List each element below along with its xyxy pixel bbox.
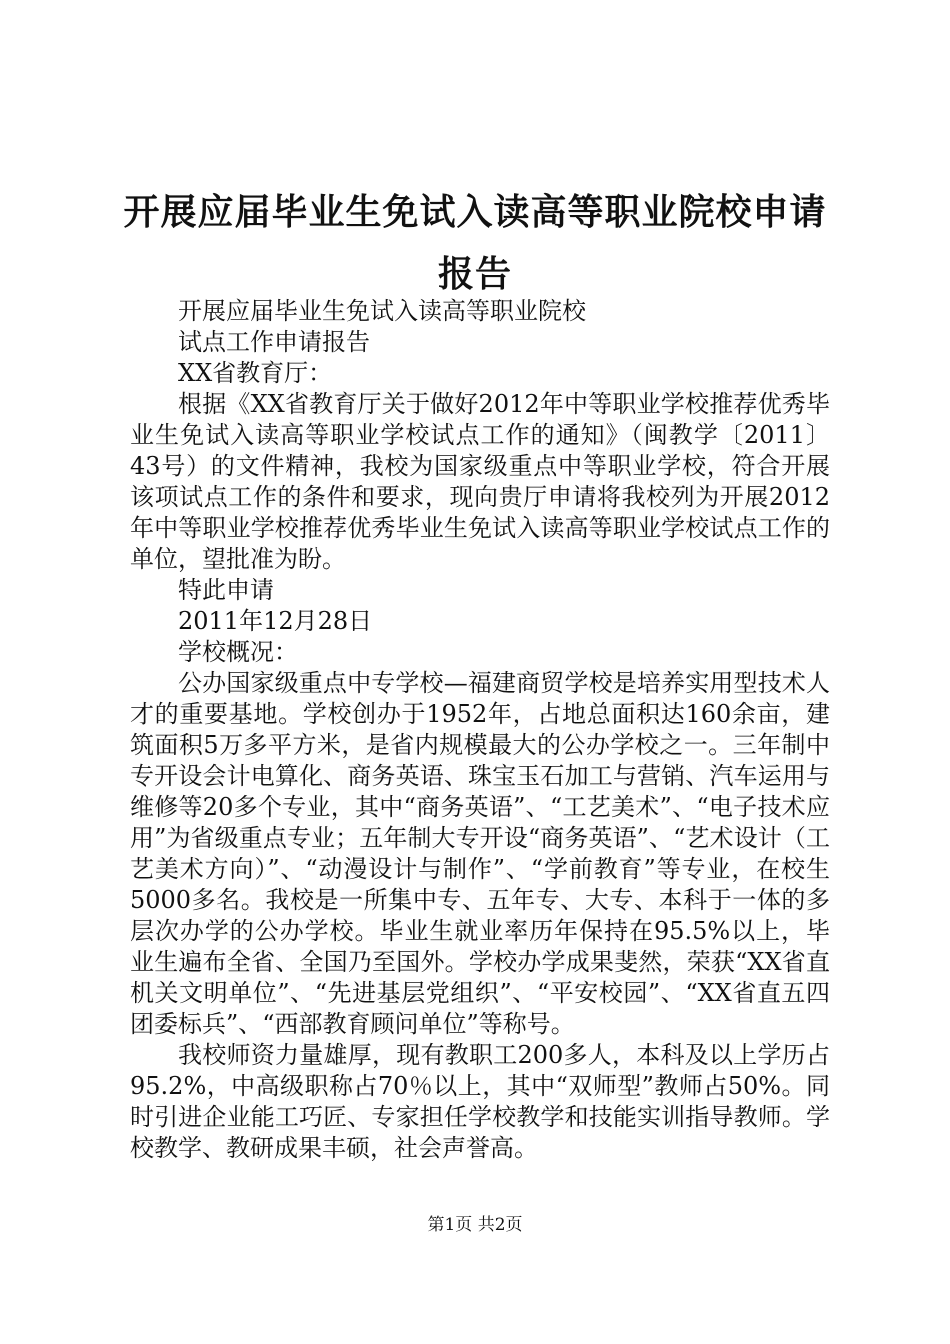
faculty-paragraph: 我校师资力量雄厚，现有教职工200多人，本科及以上学历占95.2%，中高级职称占70％以上，其中“双师型”教师占50%。同时引进企业能工巧匠、专家担任学校教学和技能实训指导教师。学校教学、教研成果丰硕，社会声誉高。: [130, 1041, 830, 1162]
salutation: XX省教育厅：: [178, 359, 333, 387]
subtitle-line-1: 开展应届毕业生免试入读高等职业院校: [178, 297, 586, 325]
subtitle-line-2: 试点工作申请报告: [178, 328, 370, 356]
closing-phrase: 特此申请: [178, 576, 274, 604]
page-number-footer: 第1页 共2页: [427, 1215, 523, 1235]
document-body: [130, 296, 830, 1164]
school-overview-paragraph: 公办国家级重点中专学校—福建商贸学校是培养实用型技术人才的重要基地。学校创办于1952年，占地总面积达160余亩，建筑面积5万多平方米，是省内规模最大的公办学校之一。三年制中专开设会计电算化、商务英语、珠宝玉石加工与营销、汽车运用与维修等20多个专业，其中“商务英语”、“工艺美术”、“电子技术应用”为省级重点专业；五年制大专开设“商务英语”、“艺术设计（工艺美术方向）”、“动漫设计与制作”、“学前教育”等专业，在校生5000多名。我校是一所集中专、五年专、大专、本科于一体的多层次办学的公办学校。毕业生就业率历年保持在95.5%以上，毕业生遍布全省、全国乃至国外。学校办学成果斐然，荣获“XX省直机关文明单位”、“先进基层党组织”、“平安校园”、“XX省直五四团委标兵”、“西部教育顾问单位”等称号。: [130, 669, 830, 1038]
date-line: 2011年12月28日: [178, 607, 373, 635]
request-paragraph: 根据《XX省教育厅关于做好2012年中等职业学校推荐优秀毕业生免试入读高等职业学校试点工作的通知》（闽教学〔2011〕43号）的文件精神，我校为国家级重点中等职业学校，符合开展该项试点工作的条件和要求，现向贵厅申请将我校列为开展2012年中等职业学校推荐优秀毕业生免试入读高等职业学校试点工作的单位，望批准为盼。: [130, 390, 830, 573]
document-title: 开展应届毕业生免试入读高等职业院校申请报告: [123, 192, 827, 295]
section-heading-school-overview: 学校概况：: [178, 638, 298, 666]
